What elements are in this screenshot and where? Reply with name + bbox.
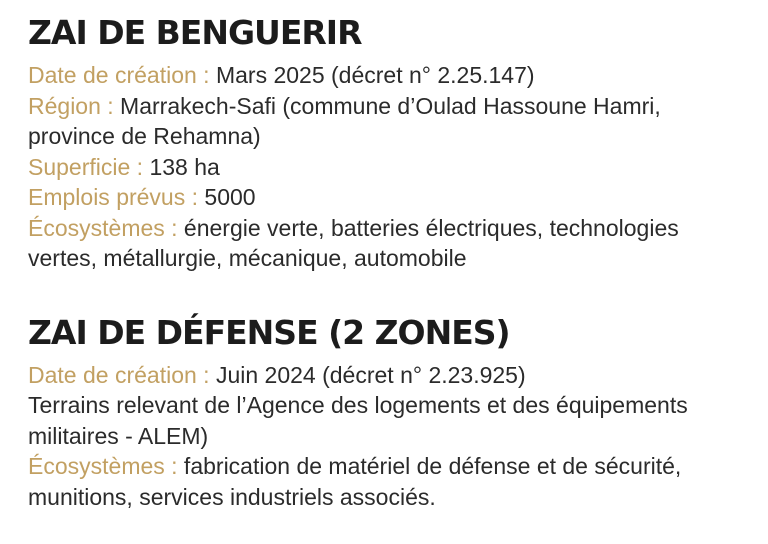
row-value-continued: munitions, services industriels associés. <box>28 483 436 510</box>
row-label: Superficie : <box>28 153 144 180</box>
land-row <box>28 390 764 421</box>
row-value: Terrains relevant de l’Agence des logements et des équipements <box>28 392 688 418</box>
creation-date-row <box>28 360 764 391</box>
row-value: Mars 2025 (décret n° 2.25.147) <box>209 62 535 88</box>
region-row-continued <box>28 121 764 152</box>
row-value: 5000 <box>198 184 256 210</box>
row-value: Marrakech-Safi (commune d’Oulad Hassoune Hamri, <box>113 92 661 119</box>
row-value-continued: militaires - ALEM) <box>28 422 209 449</box>
row-label: Région : <box>28 92 114 119</box>
ecosystems-row-continued <box>28 243 764 274</box>
row-label: Écosystèmes : <box>28 453 178 479</box>
ecosystems-row <box>28 213 764 244</box>
creation-date-row <box>28 60 764 91</box>
row-value: énergie verte, batteries électriques, technologies <box>177 214 679 241</box>
section-defense <box>28 310 764 513</box>
area-row <box>28 152 764 183</box>
section-title: ZAI DE DÉFENSE (2 ZONES) <box>28 312 510 352</box>
ecosystems-row <box>28 451 764 482</box>
row-label: Emplois prévus : <box>28 184 199 210</box>
row-value-continued: province de Rehamna) <box>28 123 261 149</box>
row-label: Date de création : <box>28 361 210 388</box>
section-benguerir <box>28 10 764 274</box>
row-value-continued: vertes, métallurgie, mécanique, automobile <box>28 245 467 271</box>
row-value: 138 ha <box>143 153 220 180</box>
section-title: ZAI DE BENGUERIR <box>28 13 362 52</box>
region-row <box>28 91 764 122</box>
row-label: Date de création : <box>28 62 210 88</box>
ecosystems-row-continued <box>28 482 764 513</box>
jobs-row <box>28 182 764 213</box>
land-row-continued <box>28 421 764 452</box>
row-value: fabrication de matériel de défense et de sécurité, <box>177 453 682 479</box>
document-body <box>28 10 764 512</box>
row-value: Juin 2024 (décret n° 2.23.925) <box>209 361 526 388</box>
row-label: Écosystèmes : <box>28 214 178 241</box>
